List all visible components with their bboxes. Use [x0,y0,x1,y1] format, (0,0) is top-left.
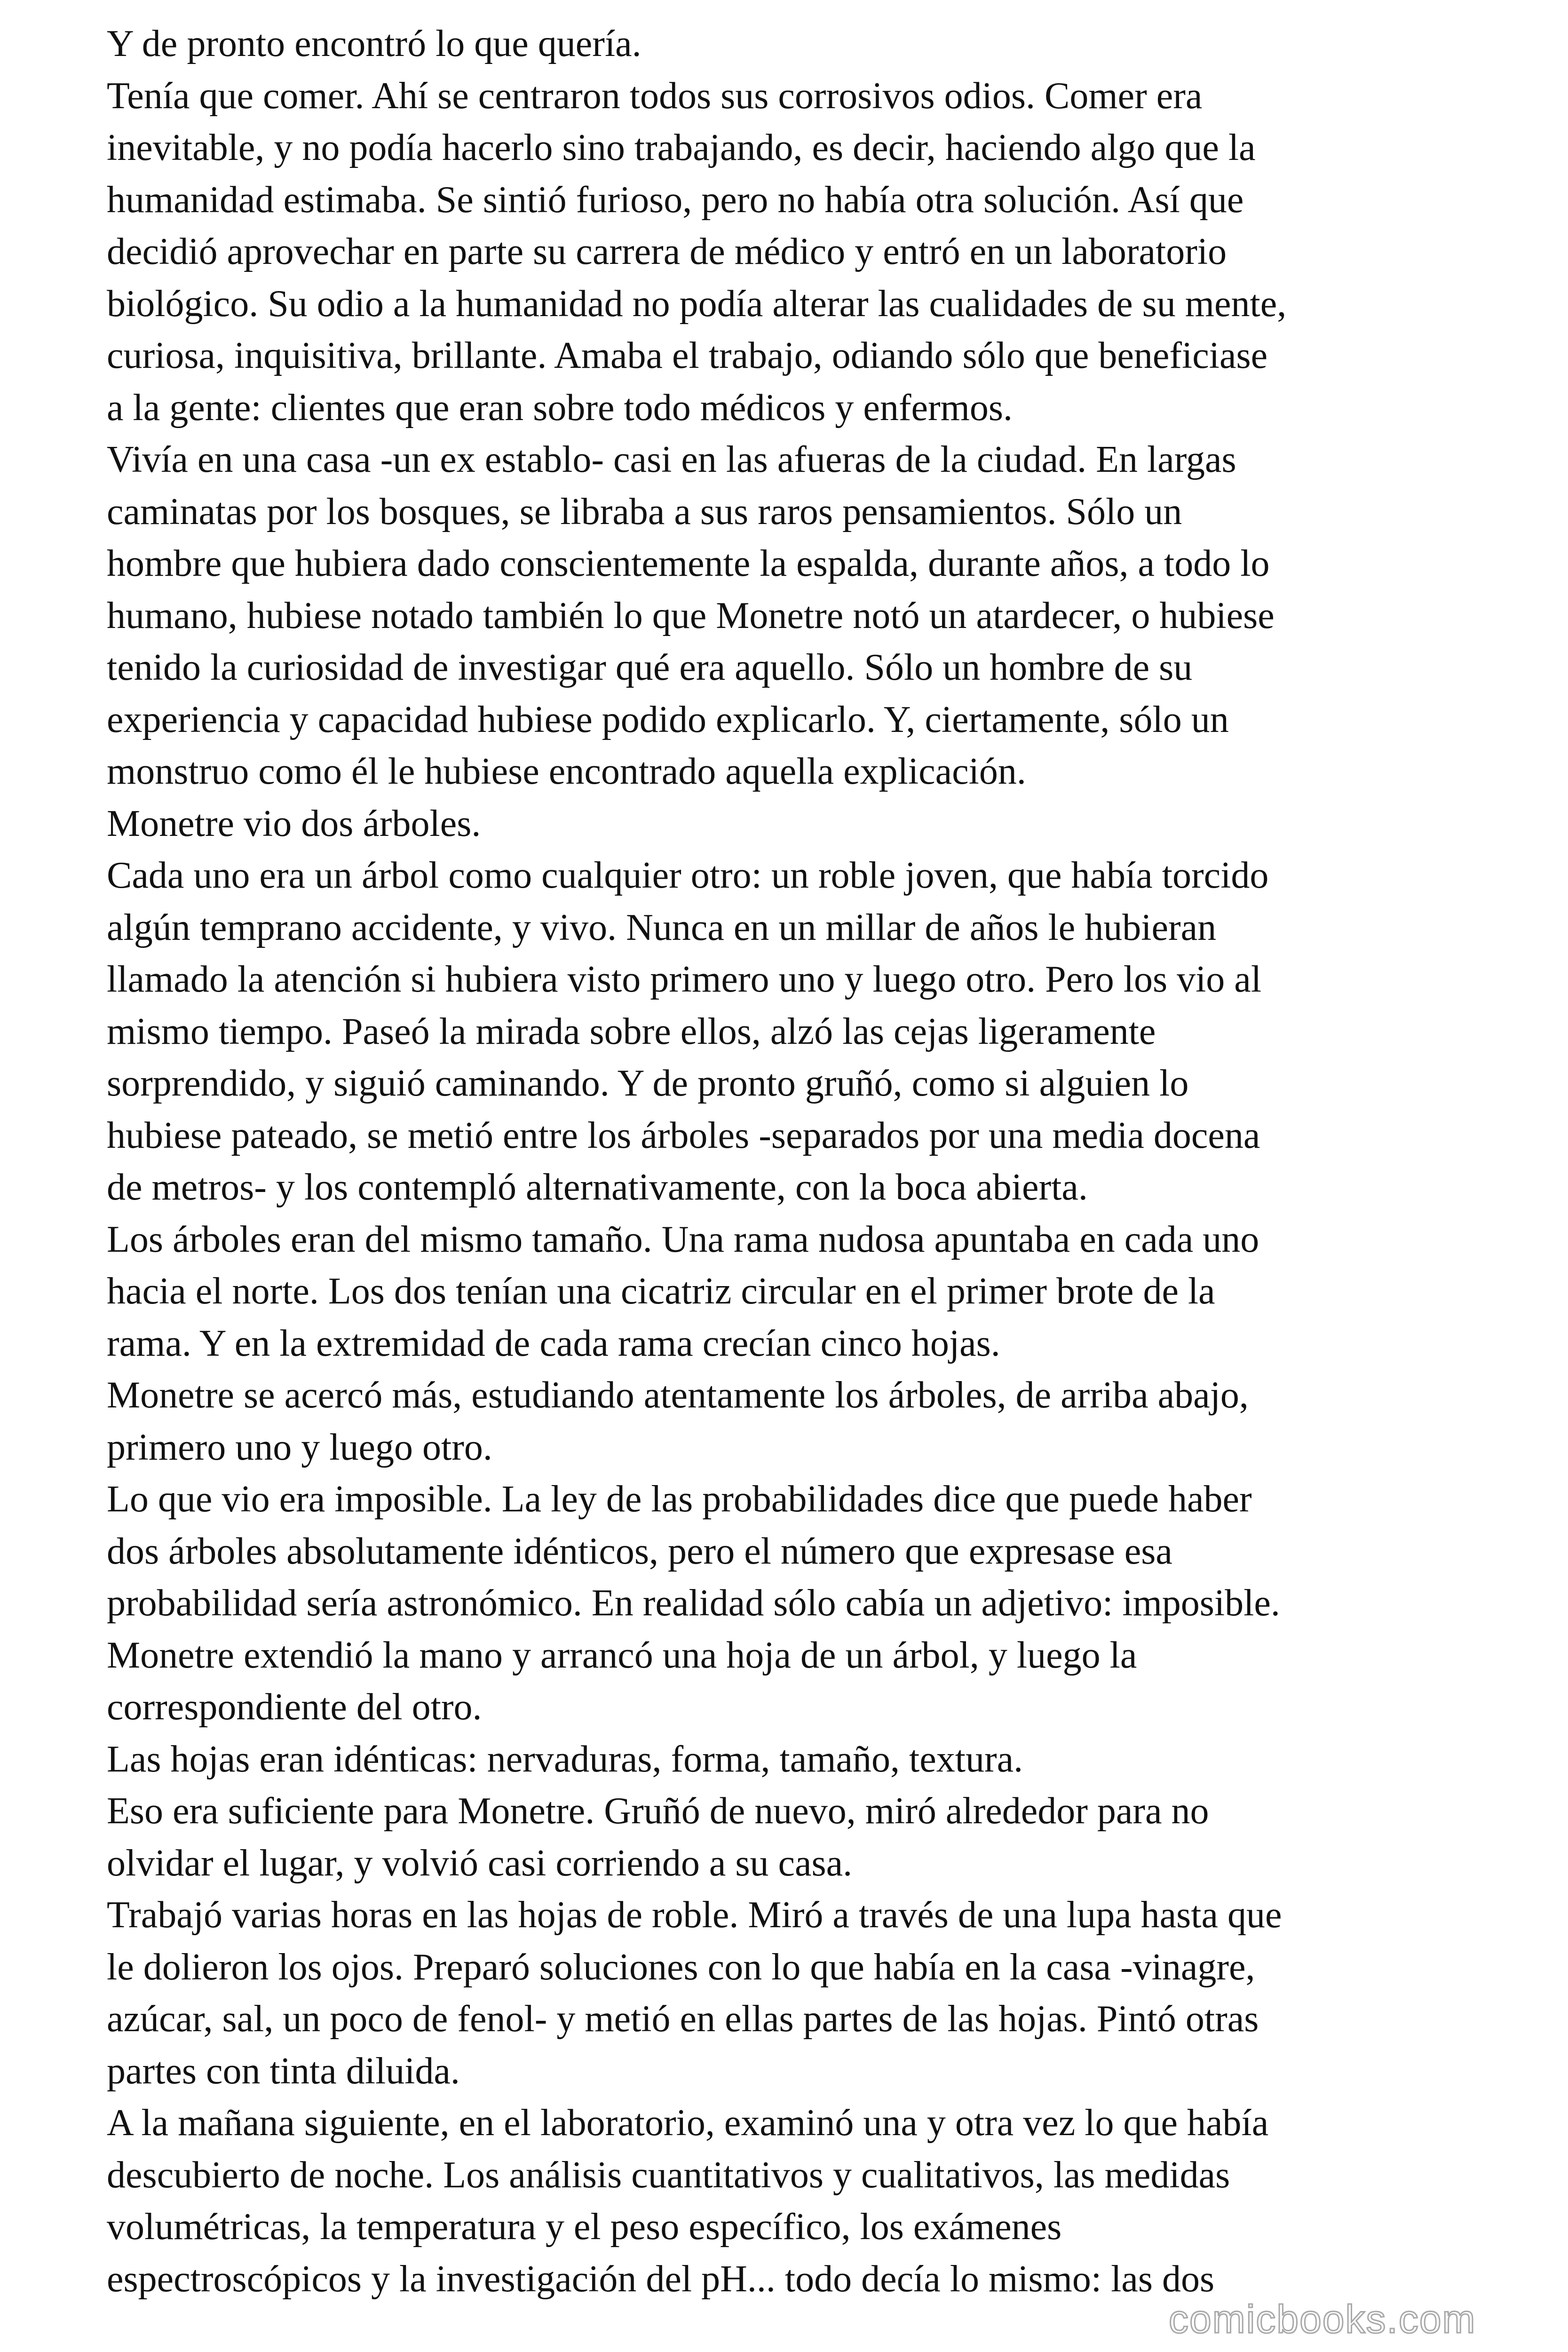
text-line: mismo tiempo. Paseó la mirada sobre ellos, alzó las cejas ligeramente [107,1010,1156,1052]
text-line: descubierto de noche. Los análisis cuantitativos y cualitativos, las medidas [107,2154,1230,2196]
text-line: Tenía que comer. Ahí se centraron todos sus corrosivos odios. Comer era [107,75,1203,117]
text-line: humano, hubiese notado también lo que Monetre notó un atardecer, o hubiese [107,595,1275,636]
text-line: azúcar, sal, un poco de fenol- y metió en ellas partes de las hojas. Pintó otras [107,1998,1259,2040]
text-line: correspondiente del otro. [107,1686,482,1728]
text-line: sorprendido, y siguió caminando. Y de pronto gruñó, como si alguien lo [107,1063,1189,1104]
text-line: tenido la curiosidad de investigar qué era aquello. Sólo un hombre de su [107,647,1193,688]
text-line: hubiese pateado, se metió entre los árboles -separados por una media docena [107,1114,1260,1156]
text-line: olvidar el lugar, y volvió casi corriendo a su casa. [107,1842,853,1884]
text-line: hacia el norte. Los dos tenían una cicatriz circular en el primer brote de la [107,1271,1215,1312]
text-line: Las hojas eran idénticas: nervaduras, forma, tamaño, textura. [107,1738,1023,1780]
text-line: hombre que hubiera dado conscientemente la espalda, durante años, a todo lo [107,543,1270,584]
watermark: comicbooks.com [1169,2297,1476,2341]
text-line: rama. Y en la extremidad de cada rama crecían cinco hojas. [107,1322,1000,1364]
text-line: monstruo como él le hubiese encontrado aquella explicación. [107,751,1026,792]
text-line: de metros- y los contempló alternativamente, con la boca abierta. [107,1167,1088,1208]
text-line: caminatas por los bosques, se libraba a sus raros pensamientos. Sólo un [107,491,1182,532]
text-line: Cada uno era un árbol como cualquier otro: un roble joven, que había torcido [107,855,1269,896]
text-line: algún temprano accidente, y vivo. Nunca en un millar de años le hubieran [107,906,1217,948]
text-line: llamado la atención si hubiera visto primero uno y luego otro. Pero los vio al [107,959,1262,1000]
text-line: Monetre extendió la mano y arrancó una hoja de un árbol, y luego la [107,1634,1137,1676]
text-line: Y de pronto encontró lo que quería. [107,23,641,64]
text-line: partes con tinta diluida. [107,2050,460,2092]
text-line: Eso era suficiente para Monetre. Gruñó de nuevo, miró alrededor para no [107,1790,1209,1832]
text-line: Monetre vio dos árboles. [107,803,481,844]
text-line: decidió aprovechar en parte su carrera de médico y entró en un laboratorio [107,231,1227,272]
text-line: a la gente: clientes que eran sobre todo médicos y enfermos. [107,387,1013,429]
text-line: experiencia y capacidad hubiese podido explicarlo. Y, ciertamente, sólo un [107,699,1229,740]
text-line: curiosa, inquisitiva, brillante. Amaba el trabajo, odiando sólo que beneficiase [107,335,1268,376]
text-line: Monetre se acercó más, estudiando atentamente los árboles, de arriba abajo, [107,1375,1249,1416]
text-line: humanidad estimaba. Se sintió furioso, pero no había otra solución. Así que [107,179,1244,221]
text-line: Los árboles eran del mismo tamaño. Una rama nudosa apuntaba en cada uno [107,1218,1259,1260]
text-line: Trabajó varias horas en las hojas de roble. Miró a través de una lupa hasta que [107,1894,1282,1936]
text-line: le dolieron los ojos. Preparó soluciones con lo que había en la casa -vinagre, [107,1946,1255,1988]
text-line: biológico. Su odio a la humanidad no podía alterar las cualidades de su mente, [107,283,1287,325]
text-line: Vivía en una casa -un ex establo- casi en las afueras de la ciudad. En largas [107,439,1236,480]
text-line: dos árboles absolutamente idénticos, pero el número que expresase esa [107,1530,1172,1572]
text-line: Lo que vio era imposible. La ley de las probabilidades dice que puede haber [107,1478,1252,1520]
text-line: espectroscópicos y la investigación del pH... todo decía lo mismo: las dos [107,2258,1215,2300]
text-line: probabilidad sería astronómico. En realidad sólo cabía un adjetivo: imposible. [107,1582,1280,1624]
text-line: inevitable, y no podía hacerlo sino trabajando, es decir, haciendo algo que la [107,127,1256,168]
text-line: primero uno y luego otro. [107,1426,492,1468]
text-line: volumétricas, la temperatura y el peso específico, los exámenes [107,2206,1062,2248]
text-line: A la mañana siguiente, en el laboratorio, examinó una y otra vez lo que había [107,2102,1269,2144]
page-text [107,18,1480,2305]
